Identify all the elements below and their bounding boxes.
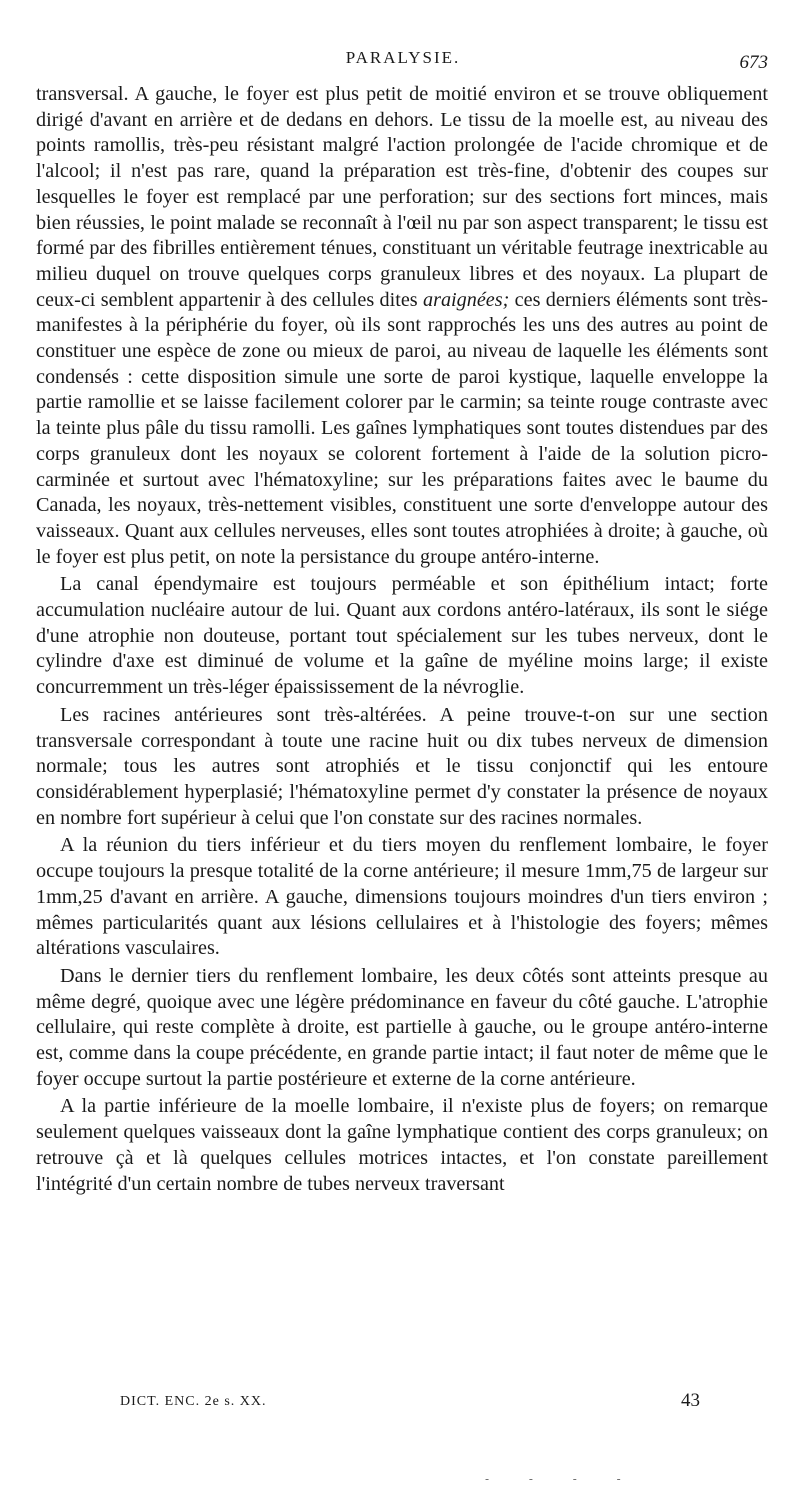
paragraph-text: ces derniers éléments sont très-manifestes à la périphérie du foyer, où ils sont rapprochés les uns des autres au point de constituer une espèce de zone ou mieux de paroi, au niveau de laquelle les éléments sont condensés : cette disposition simule une sorte de paroi kystique, laquelle enveloppe la partie ramollie et se laisse facilement colorer par le carmin; sa teinte rouge contraste avec la teinte plus pâle du tissu ramolli. Les gaînes lymphatiques sont toutes distendues par des corps granuleux dont les noyaux se colorent fortement à l'aide de la solution picro-carminée et surtout avec l'hématoxyline; sur les préparations faites avec le baume du Canada, les noyaux, très-nettement visibles, constituent une sorte d'enveloppe autour des vaisseaux. Quant aux cellules nerveuses, elles sont toutes atrophiées à droite; à gauche, où le foyer est plus petit, on note la persistance du groupe antéro-interne.: [36, 288, 768, 568]
body-text: [36, 82, 768, 1197]
sheet-number: 43: [681, 1390, 700, 1411]
signature-mark: DICT. ENC. 2e s. XX.: [120, 1394, 267, 1409]
page-number: 673: [739, 52, 768, 73]
page-footer: [120, 1390, 700, 1420]
print-specks-decoration: - - - -: [485, 1472, 639, 1486]
paragraph: Les racines antérieures sont très-altérées. A peine trouve-t-on sur une section transversale correspondant à toute une racine huit ou dix tubes nerveux de dimension normale; tous les autres sont atrophiés et le tissu conjonctif qui les entoure considérablement hyperplasié; l'hématoxyline permet d'y constater la présence de noyaux en nombre fort supérieur à celui que l'on constate sur des racines normales.: [36, 703, 768, 829]
page-header: [36, 48, 770, 78]
paragraph: A la réunion du tiers inférieur et du tiers moyen du renflement lombaire, le foyer occupe toujours la presque totalité de la corne antérieure; il mesure 1mm,75 de largeur sur 1mm,25 d'avant en arrière. A gauche, dimensions toujours moindres d'un tiers environ ; mêmes particularités quant aux lésions cellulaires et à l'histologie des foyers; mêmes altérations vasculaires.: [36, 834, 768, 960]
paragraph: [36, 82, 768, 570]
italic-term: araignées;: [423, 288, 510, 311]
paragraph: La canal épendymaire est toujours perméable et son épithélium intact; forte accumulation nucléaire autour de lui. Quant aux cordons antéro-latéraux, ils sont le siége d'une atrophie non douteuse, portant tout spécialement sur les tubes nerveux, dont le cylindre d'axe est diminué de volume et la gaîne de myéline moins large; il existe concurremment un très-léger épaississement de la névroglie.: [36, 573, 768, 699]
running-title: PARALYSIE.: [345, 48, 461, 67]
paragraph: A la partie inférieure de la moelle lombaire, il n'existe plus de foyers; on remarque seulement quelques vaisseaux dont la gaîne lymphatique contient des corps granuleux; on retrouve çà et là quelques cellules motrices intactes, et l'on constate pareillement l'intégrité d'un certain nombre de tubes nerveux traversant: [36, 1095, 768, 1195]
paragraph-text: transversal. A gauche, le foyer est plus petit de moitié environ et se trouve obliquement dirigé d'avant en arrière et de dedans en dehors. Le tissu de la moelle est, au niveau des points ramollis, très-peu résistant malgré l'action prolongée de l'acide chromique et de l'alcool; il n'est pas rare, quand la préparation est très-fine, d'obtenir des coupes sur lesquelles le foyer est remplacé par une perforation; sur des sections fort minces, mais bien réussies, le point malade se reconnaît à l'œil nu par son aspect transparent; le tissu est formé par des fibrilles entièrement ténues, constituant un véritable feutrage inextricable au milieu duquel on trouve quelques corps granuleux libres et des noyaux. La plupart de ceux-ci semblent appartenir à des cellules dites: [36, 83, 768, 311]
paragraph: Dans le dernier tiers du renflement lombaire, les deux côtés sont atteints presque au même degré, quoique avec une légère prédominance en faveur du côté gauche. L'atrophie cellulaire, qui reste complète à droite, est partielle à gauche, ou le groupe antéro-interne est, comme dans la coupe précédente, en grande partie intact; il faut noter de même que le foyer occupe surtout la partie postérieure et externe de la corne antérieure.: [36, 964, 768, 1090]
